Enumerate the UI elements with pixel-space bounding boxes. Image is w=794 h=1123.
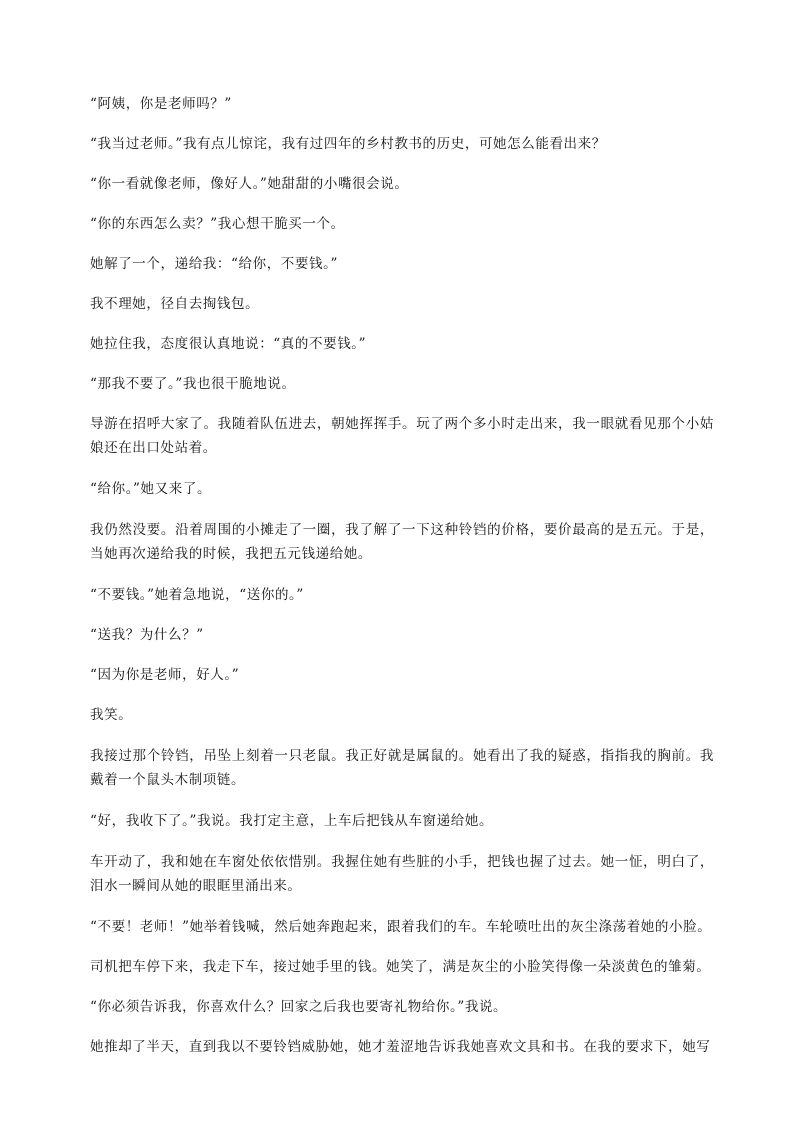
paragraph-20: 司机把车停下来，我走下车，接过她手里的钱。她笑了，满是灰尘的小脸笑得像一朵淡黄色的雏菊。 <box>90 959 711 975</box>
paragraph-4: “你的东西怎么卖？”我心想干脆买一个。 <box>90 216 345 232</box>
paragraph-16: 我接过那个铃铛，吊坠上刻着一只老鼠。我正好就是属鼠的。她看出了我的疑惑，指指我的胸前。我戴着一个鼠头木制项链。 <box>90 748 714 788</box>
paragraph-13: “送我？为什么？” <box>90 627 204 643</box>
paragraph-10: “给你。”她又来了。 <box>90 481 212 497</box>
paragraph-6: 我不理她，径自去掏钱包。 <box>90 296 260 312</box>
paragraph-14: “因为你是老师，好人。” <box>90 667 240 683</box>
paragraph-18: 车开动了，我和她在车窗处依依惜别。我握住她有些脏的小手，把钱也握了过去。她一怔，明白了，泪水一瞬间从她的眼眶里涌出来。 <box>90 854 714 894</box>
paragraph-3: “你一看就像老师，像好人。”她甜甜的小嘴很会说。 <box>90 176 409 192</box>
paragraph-12: “不要钱。”她着急地说，“送你的。” <box>90 587 304 603</box>
paragraph-11: 我仍然没要。沿着周围的小摊走了一圈，我了解了一下这种铃铛的价格，要价最高的是五元。于是，当她再次递给我的时候，我把五元钱递给她。 <box>90 522 714 562</box>
paragraph-5: 她解了一个，递给我：“给你，不要钱。” <box>90 256 338 272</box>
paragraph-2: “我当过老师。”我有点儿惊诧，我有过四年的乡村教书的历史，可她怎么能看出来？ <box>90 136 606 152</box>
paragraph-7: 她拉住我，态度很认真地说：“真的不要钱。” <box>90 336 367 352</box>
paragraph-19: “不要！老师！”她举着钱喊，然后她奔跑起来，跟着我们的车。车轮喷吐出的灰尘涤荡着她的小脸。 <box>90 919 712 935</box>
paragraph-21: “你必须告诉我，你喜欢什么？回家之后我也要寄礼物给你。”我说。 <box>90 999 508 1015</box>
paragraph-9: 导游在招呼大家了。我随着队伍进去，朝她挥挥手。玩了两个多小时走出来，我一眼就看见那个小姑娘还在出口处站着。 <box>90 416 714 456</box>
paragraph-15: 我笑。 <box>90 707 133 723</box>
article-body <box>90 92 714 1059</box>
paragraph-1: “阿姨，你是老师吗？” <box>90 96 232 112</box>
paragraph-22: 她推却了半天，直到我以不要铃铛威胁她，她才羞涩地告诉我她喜欢文具和书。在我的要求下，她写 <box>90 1039 711 1055</box>
paragraph-8: “那我不要了。”我也很干脆地说。 <box>90 376 296 392</box>
paragraph-17: “好，我收下了。”我说。我打定主意，上车后把钱从车窗递给她。 <box>90 813 494 829</box>
